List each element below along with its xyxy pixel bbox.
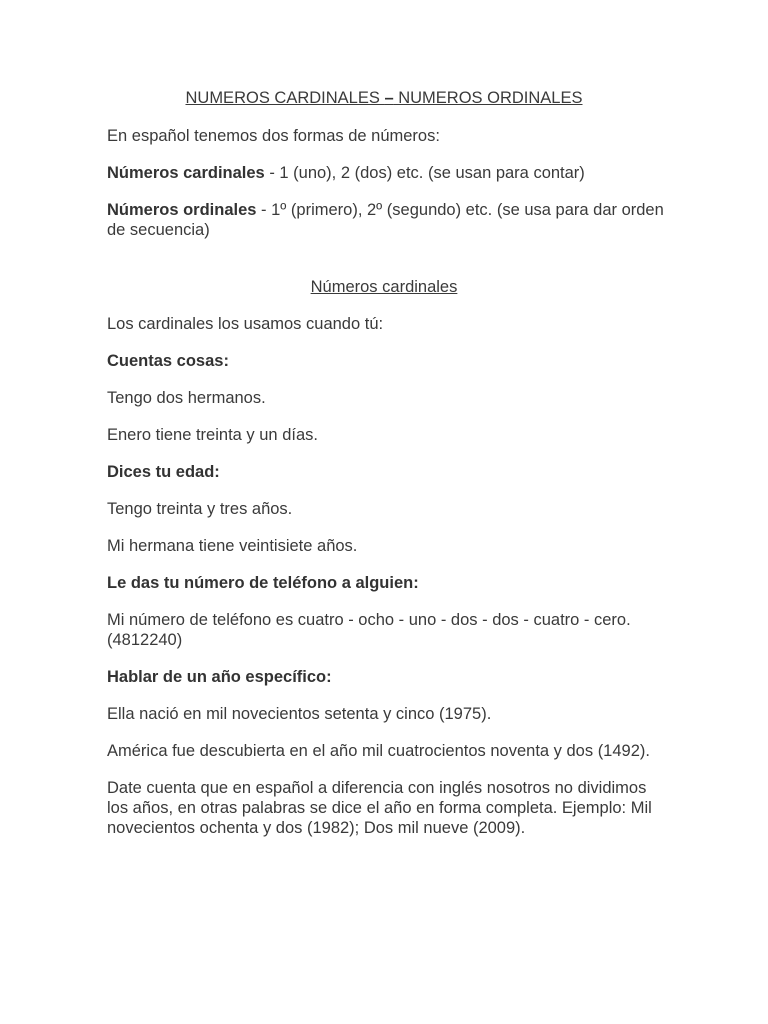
example-line: Enero tiene treinta y un días. [107,426,318,444]
use-heading-text: Cuentas cosas: [107,352,229,370]
use-heading-text: Hablar de un año específico: [107,668,332,686]
definition-term: Números cardinales [107,164,265,182]
use-heading-text: Le das tu número de teléfono a alguien: [107,574,419,592]
title-part-1: NUMEROS CARDINALES [185,89,385,107]
example-line: Mi hermana tiene veintisiete años. [107,537,358,555]
example-line: Date cuenta que en español a diferencia con inglés nosotros no dividimos los años, en otras palabras se dice el año en forma completa. Ejemplo: Mil novecientos ochenta y dos (1982); Dos mil nueve (2009). [107,779,652,837]
title-dash: – [384,89,394,107]
use-heading [107,351,667,371]
section-intro: Los cardinales los usamos cuando tú: [107,315,384,333]
example-line: Tengo dos hermanos. [107,389,266,407]
definition-term: Números ordinales [107,201,257,219]
example-line: Ella nació en mil novecientos setenta y cinco (1975). [107,705,492,723]
document-page [107,88,667,855]
use-heading [107,573,667,593]
example-line: América fue descubierta en el año mil cuatrocientos noventa y dos (1492). [107,742,650,760]
definition-cardinal [107,163,667,183]
section-title: Números cardinales [310,278,458,296]
use-heading [107,462,667,482]
definition-text: - 1º (primero), 2º (segundo) etc. (se usa para dar orden de secuencia) [107,201,664,239]
example-line: Mi número de teléfono es cuatro - ocho - uno - dos - dos - cuatro - cero. (4812240) [107,611,631,649]
intro-paragraph: En español tenemos dos formas de números: [107,127,440,145]
document-title [107,88,661,108]
title-part-2: NUMEROS ORDINALES [393,89,583,107]
example-line: Tengo treinta y tres años. [107,500,293,518]
use-heading [107,667,667,687]
definition-ordinal [107,200,667,240]
definition-text: - 1 (uno), 2 (dos) etc. (se usan para contar) [264,164,585,182]
use-heading-text: Dices tu edad: [107,463,220,481]
